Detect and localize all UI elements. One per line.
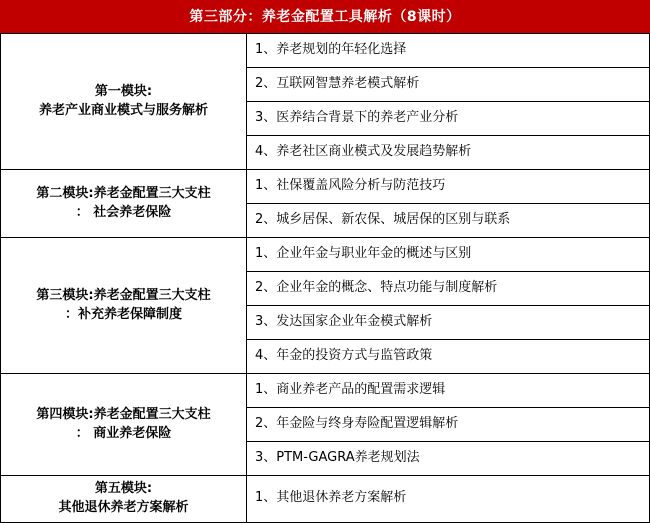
table-row — [1, 34, 650, 68]
outline-table-body — [1, 34, 650, 523]
lesson-item: 2、互联网智慧养老模式解析 — [247, 68, 650, 102]
lesson-item: 3、医养结合背景下的养老产业分析 — [247, 102, 650, 136]
module-cell-3 — [1, 238, 247, 374]
lesson-item: 1、企业年金与职业年金的概述与区别 — [247, 238, 650, 272]
module-title-line: 第四模块:养老金配置三大支柱 — [36, 406, 211, 422]
lesson-item: 1、其他退休养老方案解析 — [247, 476, 650, 523]
module-cell-2 — [1, 170, 247, 238]
lesson-item: 2、年金险与终身寿险配置逻辑解析 — [247, 408, 650, 442]
module-title-line: 养老产业商业模式与服务解析 — [38, 102, 208, 118]
module-title-line: 第二模块:养老金配置三大支柱 — [36, 185, 211, 201]
module-title-line: 第三模块:养老金配置三大支柱 — [36, 287, 211, 303]
module-title-line: ： 商业养老保险 — [75, 425, 172, 441]
page-title: 第三部分：养老金配置工具解析（8课时） — [0, 0, 650, 33]
lesson-item: 3、发达国家企业年金模式解析 — [247, 306, 650, 340]
module-title-line: 第一模块: — [94, 83, 153, 99]
module-cell-4 — [1, 374, 247, 476]
lesson-item: 3、PTM-GAGRA养老规划法 — [247, 442, 650, 476]
lesson-item: 4、养老社区商业模式及发展趋势解析 — [247, 136, 650, 170]
lesson-item: 2、城乡居保、新农保、城居保的区别与联系 — [247, 204, 650, 238]
lesson-item: 1、商业养老产品的配置需求逻辑 — [247, 374, 650, 408]
outline-table — [0, 33, 650, 523]
module-title-line: ： 社会养老保险 — [75, 204, 172, 220]
table-row — [1, 374, 650, 408]
module-cell-5 — [1, 476, 247, 523]
lesson-item: 1、养老规划的年轻化选择 — [247, 34, 650, 68]
table-row — [1, 170, 650, 204]
table-row — [1, 238, 650, 272]
module-title-line: ：补充养老保障制度 — [64, 306, 182, 322]
lesson-item: 1、社保覆盖风险分析与防范技巧 — [247, 170, 650, 204]
lesson-item: 2、企业年金的概念、特点功能与制度解析 — [247, 272, 650, 306]
lesson-item: 4、年金的投资方式与监管政策 — [247, 340, 650, 374]
module-title-line: 其他退休养老方案解析 — [58, 499, 189, 515]
table-row — [1, 476, 650, 523]
module-cell-1 — [1, 34, 247, 170]
module-title-line: 第五模块: — [94, 481, 153, 496]
